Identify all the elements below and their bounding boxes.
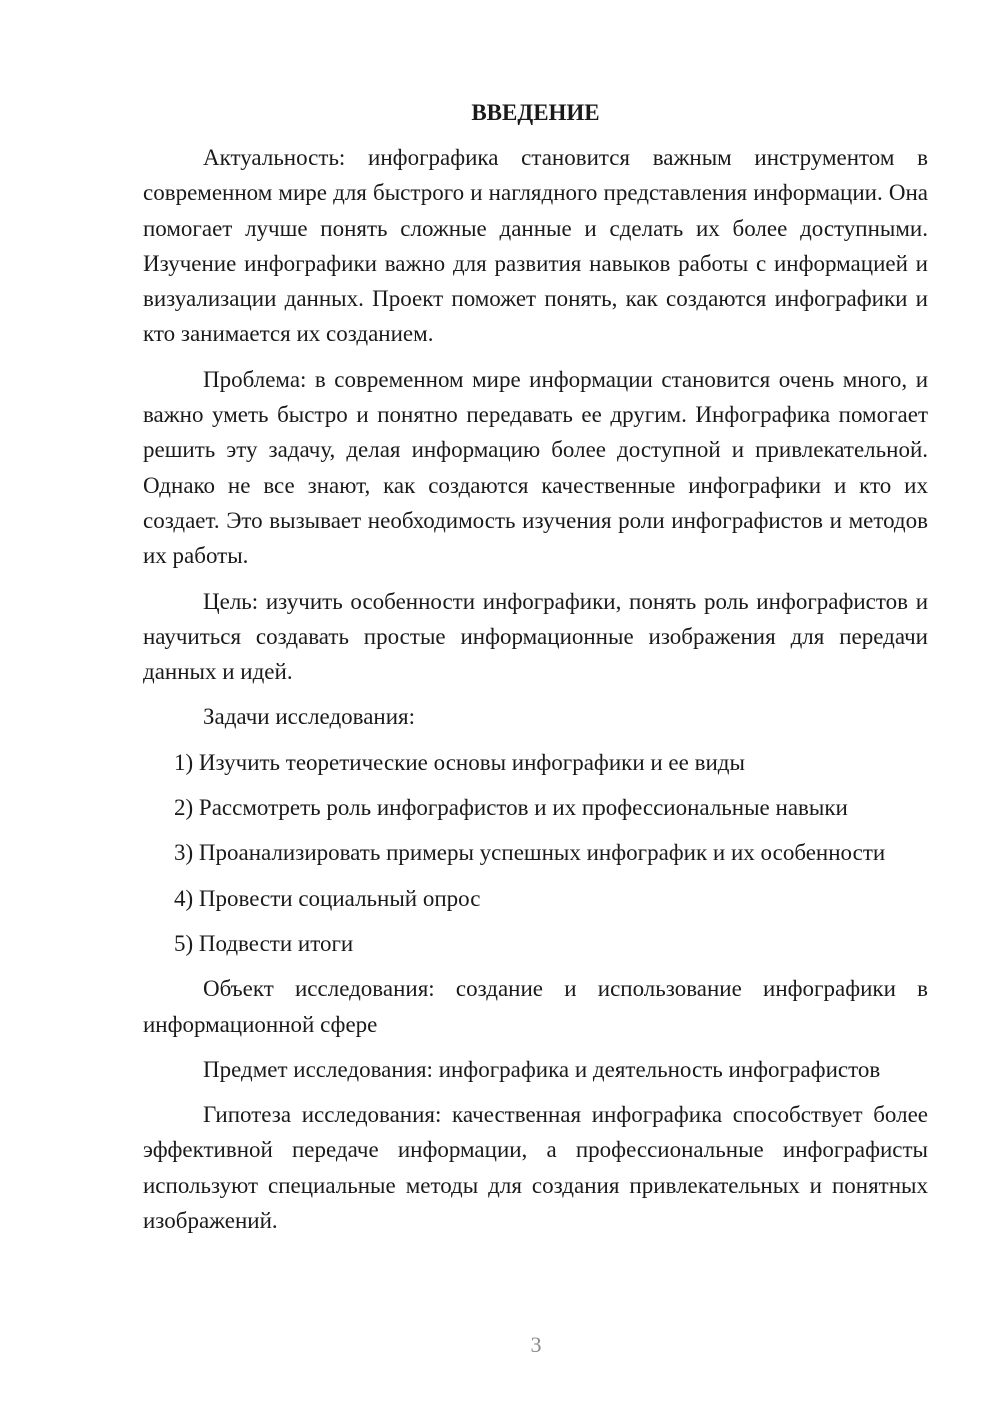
paragraph-subject: Предмет исследования: инфографика и деятельность инфографистов <box>203 1056 881 1082</box>
paragraph-goal: Цель: изучить особенности инфографики, понять роль инфографистов и научиться создавать простые информационные изображения для передачи данных и идей. <box>143 588 928 685</box>
list-item: 4) Провести социальный опрос <box>174 885 481 911</box>
paragraph-relevance: Актуальность: инфографика становится важным инструментом в современном мире для быстрого и наглядного представления информации. Она помогает лучше понять сложные данные и сделать их более доступными. Изучение инфографики важно для развития навыков работы с информацией и визуализации данных. Проект поможет понять, как создаются инфографики и кто занимается их созданием. <box>143 145 928 347</box>
list-item: 5) Подвести итоги <box>174 930 354 956</box>
paragraph-hypothesis: Гипотеза исследования: качественная инфографика способствует более эффективной передаче информации, а профессиональные инфографисты используют специальные методы для создания привлекательных и понятных изображений. <box>143 1102 928 1234</box>
section-heading: ВВЕДЕНИЕ <box>471 100 600 125</box>
list-item: 3) Проанализировать примеры успешных инфографик и их особенности <box>174 840 886 866</box>
document-body <box>143 95 928 1248</box>
list-item: 1) Изучить теоретические основы инфографики и ее виды <box>174 749 745 775</box>
paragraph-object: Объект исследования: создание и использование инфографики в информационной сфере <box>143 976 928 1037</box>
paragraph-problem: Проблема: в современном мире информации становится очень много, и важно уметь быстро и понятно передавать ее другим. Инфографика помогает решить эту задачу, делая информацию более доступной и привлекательной. Однако не все знают, как создаются качественные инфографики и кто их создает. Это вызывает необходимость изучения роли инфографистов и методов их работы. <box>143 366 928 569</box>
page-number: 3 <box>530 1332 542 1357</box>
tasks-title: Задачи исследования: <box>203 704 416 730</box>
list-item: 2) Рассмотреть роль инфографистов и их профессиональные навыки <box>174 795 848 821</box>
